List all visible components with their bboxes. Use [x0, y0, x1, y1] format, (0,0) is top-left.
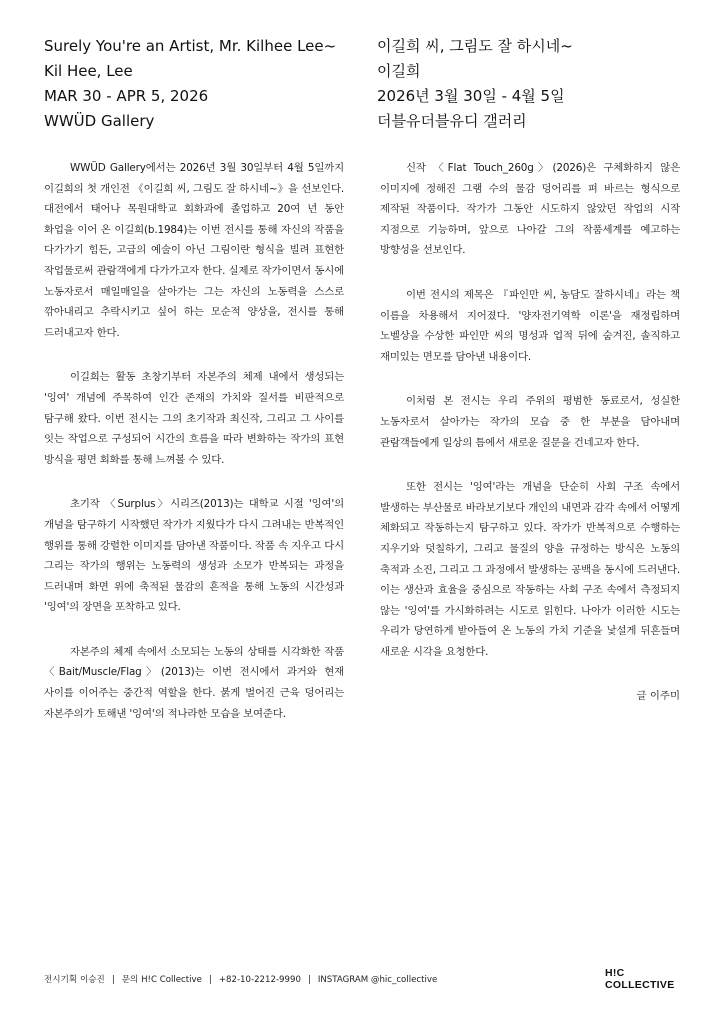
footer-separator: |	[111, 975, 115, 985]
footer-contact: 문의 H!C Collective	[121, 975, 202, 985]
english-dates: MAR 30 - APR 5, 2026	[44, 87, 209, 105]
hic-collective-logo	[605, 968, 685, 991]
footer-phone: +82-10-2212-9990	[218, 975, 301, 985]
body-paragraph-conclusion: 또한 전시는 '잉여'라는 개념을 단순히 사회 구조 속에서 발생하는 부산물로 바라보기보다 개인의 내면과 감각 속에서 어떻게 체화되고 작동하는지 탐구하고 있다. 작가가 반복적으로 수행하는 지우기와 덧칠하기, 그리고 물질의 양을 규정하는 방식은 노동의 축적과 소진, 그리고 그 과정에서 발생하는 공백을 동시에 드러낸다. 이는 생산과 효율을 중심으로 작동하는 사회 구조 속에서 측정되지 않는 '잉여'를 가시화하려는 시도로 읽힌다. 나아가 이러한 시도는 우리가 당연하게 받아들여 온 노동의 가치 기준을 낯설게 뒤흔들며 새로운 시각을 요청한다.	[380, 481, 680, 658]
left-column	[44, 158, 344, 748]
english-venue: WWÜD Gallery	[44, 112, 155, 130]
english-header	[44, 34, 344, 134]
body-paragraph-surplus-concept: 이길희는 활동 초창기부터 자본주의 체제 내에서 생성되는 '잉여' 개념에 주목하여 인간 존재의 가치와 질서를 비판적으로 탐구해 왔다. 이번 전시는 그의 초기작과 최신작, 그리고 그 사이를 잇는 작업으로 구성되어 시간의 흐름을 따라 변화하는 작가의 표현 방식을 평면 회화를 통해 느껴볼 수 있다.	[44, 371, 344, 466]
korean-venue: 더블유더블유디 갤러리	[377, 112, 527, 130]
body-paragraph-intent: 이처럼 본 전시는 우리 주위의 평범한 동료로서, 성실한 노동자로서 살아가는 작가의 모습 중 한 부분을 담아내며 관람객들에게 일상의 틈에서 새로운 질문을 건네고자 한다.	[380, 395, 680, 449]
korean-artist: 이길희	[377, 62, 421, 80]
body-paragraph-new-work: 신작 〈Flat Touch_260g〉(2026)은 구체화하지 않은 이미지에 정해진 그램 수의 물감 덩어리를 펴 바르는 형식으로 제작된 작품이다. 작가가 그동안 시도하지 않았던 작업의 시작 지점으로 기능하며, 앞으로 나아갈 그의 작품세계를 예고하는 방향성을 선보인다.	[380, 162, 680, 257]
logo-line-1: H!C	[605, 967, 625, 979]
footer-planning: 전시기획 이승진	[44, 975, 105, 985]
author-credit: 글 이주미	[636, 690, 680, 703]
body-paragraph-intro: WWÜD Gallery에서는 2026년 3월 30일부터 4월 5일까지 이길희의 첫 개인전 《이길희 씨, 그림도 잘 하시네~》을 선보인다. 대전에서 태어나 목원대학교 회화과에 졸업하고 20여 년 동안 화업을 이어 온 이길희(b.1984)는 이번 전시를 통해 자신의 작품을 다가가기 힘든, 고급의 예술이 아닌 그림이란 형식을 빌려 표현한 작업물로써 관람객에게 다가가고자 한다. 실제로 작가이면서 동시에 노동자로서 매일매일을 살아가는 그는 자신의 노동력을 스스로 깎아내리고 추락시키고 싶어 하는 모순적 양상을, 전시를 통해 드러내고자 한다.	[44, 162, 344, 339]
right-column	[380, 158, 680, 707]
korean-header	[377, 34, 687, 134]
footer-instagram: INSTAGRAM @hic_collective	[317, 975, 438, 985]
korean-dates: 2026년 3월 30일 - 4월 5일	[377, 87, 565, 105]
footer-separator: |	[208, 975, 212, 985]
logo-line-2: COLLECTIVE	[605, 978, 675, 991]
korean-title: 이길희 씨, 그림도 잘 하시네~	[377, 37, 573, 55]
english-title: Surely You're an Artist, Mr. Kilhee Lee~	[44, 37, 337, 55]
body-paragraph-bait-muscle-flag: 자본주의 체제 속에서 소모되는 노동의 상태를 시각화한 작품 〈Bait/Muscle/Flag〉(2013)는 이번 전시에서 과거와 현재 사이를 이어주는 중간적 역할을 한다. 붉게 벌어진 근육 덩어리는 자본주의가 토해낸 '잉여'의 적나라한 모습을 보여준다.	[44, 645, 344, 720]
english-artist: Kil Hee, Lee	[44, 62, 133, 80]
body-paragraph-early-works: 초기작 〈Surplus〉시리즈(2013)는 대학교 시절 '잉여'의 개념을 탐구하기 시작했던 작가가 지웠다가 다시 그려내는 반복적인 행위를 통해 강렬한 이미지를 담아낸 작품이다. 작품 속 지우고 다시 그리는 작가의 행위는 노동력의 생성과 소모가 반복되는 과정을 드러내며 화면 위에 축적된 물감의 흔적을 통해 노동의 시간성과 '잉여'의 장면을 포착하고 있다.	[44, 498, 344, 614]
footer-separator: |	[307, 975, 311, 985]
footer-credits	[44, 974, 437, 986]
body-paragraph-title-origin: 이번 전시의 제목은 『파인만 씨, 농담도 잘하시네』라는 책 이름을 차용해서 지어졌다. '양자전기역학 이론'을 재정립하며 노벨상을 수상한 파인만 씨의 명성과 업적 뒤에 숨겨진, 솔직하고 재미있는 면모를 담아낸 내용이다.	[380, 288, 680, 363]
